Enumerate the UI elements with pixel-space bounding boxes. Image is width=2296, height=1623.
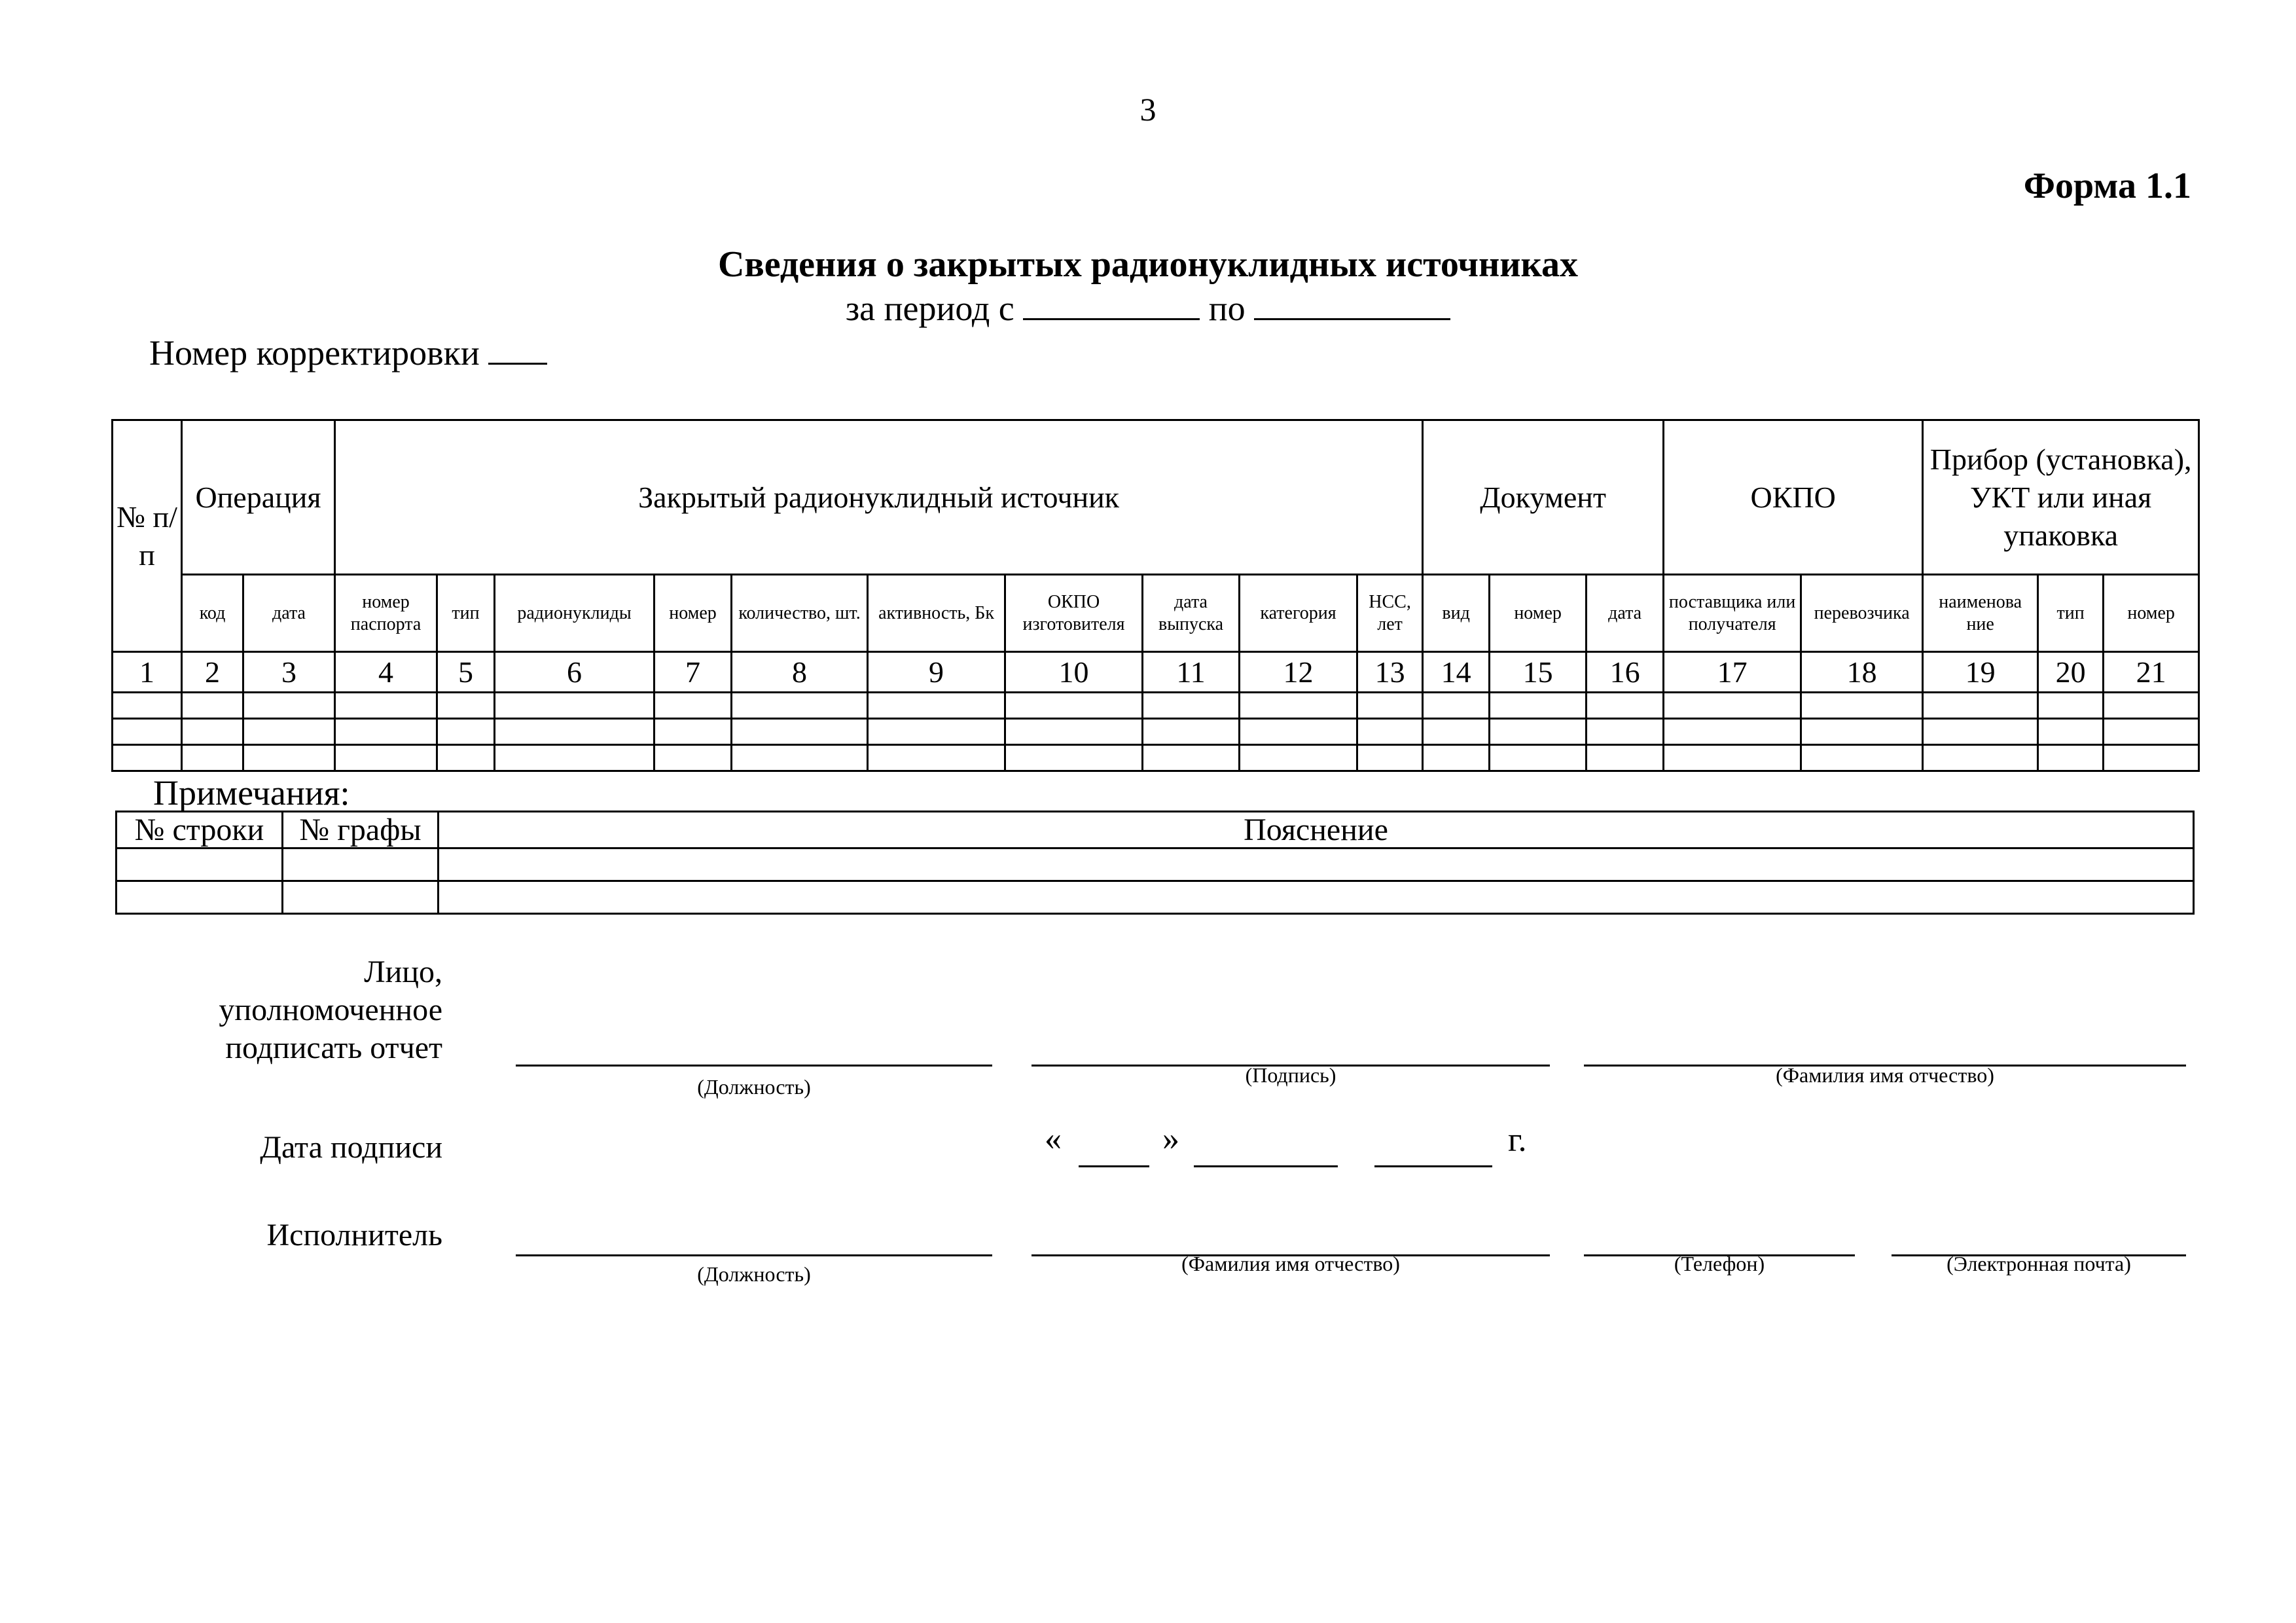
column-number: 21 [2104,652,2199,693]
table-cell[interactable] [182,719,243,745]
signer-signature-caption: (Подпись) [1245,1063,1336,1087]
subheader-cell: ОКПО изготовителя [1005,575,1143,652]
table-cell[interactable] [1357,693,1423,719]
table-cell[interactable] [335,719,437,745]
table-cell[interactable] [439,848,2194,881]
table-cell[interactable] [182,745,243,771]
column-number: 17 [1664,652,1801,693]
subheader-cell: радионуклиды [495,575,655,652]
subheader-cell: тип [437,575,495,652]
executor-name-caption: (Фамилия имя отчество) [1181,1252,1400,1275]
column-number: 19 [1923,652,2038,693]
table-cell[interactable] [1923,719,2038,745]
table-cell[interactable] [655,719,732,745]
table-cell[interactable] [2038,693,2104,719]
table-row [117,848,2194,881]
notes-header-row-number: № строки [117,812,283,848]
table-cell[interactable] [1664,745,1801,771]
column-number: 5 [437,652,495,693]
table-cell[interactable] [655,693,732,719]
date-close-quote: » [1162,1120,1179,1158]
signer-name-caption: (Фамилия имя отчество) [1776,1063,1994,1087]
table-cell[interactable] [1490,719,1587,745]
table-row [113,693,2199,719]
table-cell[interactable] [182,693,243,719]
table-cell[interactable] [1357,719,1423,745]
table-cell[interactable] [335,693,437,719]
subheader-cell: номер [1490,575,1587,652]
signer-position-line[interactable] [516,1065,992,1067]
notes-header-column-number: № графы [283,812,439,848]
table-cell[interactable] [1801,719,1923,745]
table-cell[interactable] [1357,745,1423,771]
notes-header-explanation: Пояснение [439,812,2194,848]
table-cell[interactable] [437,719,495,745]
column-number: 20 [2038,652,2104,693]
correction-label: Номер корректировки [149,333,480,373]
table-cell[interactable] [2104,745,2199,771]
table-cell[interactable] [1143,719,1240,745]
table-cell[interactable] [2038,719,2104,745]
date-open-quote: « [1045,1120,1062,1158]
subheader-cell: перевозчика [1801,575,1923,652]
table-cell[interactable] [2038,745,2104,771]
table-cell[interactable] [1143,745,1240,771]
column-number: 3 [243,652,335,693]
column-number: 8 [732,652,868,693]
table-cell[interactable] [243,745,335,771]
column-number: 12 [1240,652,1357,693]
table-cell[interactable] [2104,693,2199,719]
table-cell[interactable] [1587,745,1664,771]
date-label: Дата подписи [260,1130,442,1165]
form-label: Форма 1.1 [2023,166,2191,206]
period-line [0,288,2296,329]
table-cell[interactable] [1240,719,1357,745]
table-cell[interactable] [1490,745,1587,771]
period-from-field[interactable] [1023,318,1200,320]
executor-label: Исполнитель [266,1218,442,1252]
table-cell[interactable] [2104,719,2199,745]
table-cell[interactable] [1423,693,1490,719]
date-year-line[interactable] [1374,1165,1492,1167]
correction-line [149,333,547,373]
subheader-cell: НСС, лет [1357,575,1423,652]
page-number: 3 [1139,91,1157,128]
table-cell[interactable] [732,693,868,719]
column-number: 18 [1801,652,1923,693]
column-number: 15 [1490,652,1587,693]
signer-label: Лицо, уполномоченное подписать отчет [219,955,442,1065]
correction-number-field[interactable] [488,363,547,365]
signer-position-caption: (Должность) [697,1075,811,1099]
table-cell[interactable] [868,745,1005,771]
executor-email-caption: (Электронная почта) [1946,1252,2131,1275]
table-cell[interactable] [1005,693,1143,719]
table-cell[interactable] [1240,745,1357,771]
header-document: Документ [1423,420,1664,575]
table-cell[interactable] [732,745,868,771]
column-number: 14 [1423,652,1490,693]
subheader-cell: наименова ние [1923,575,2038,652]
table-row [113,719,2199,745]
executor-position-caption: (Должность) [697,1262,811,1286]
period-to-field[interactable] [1254,318,1450,320]
main-table [111,419,2200,772]
table-cell[interactable] [1801,693,1923,719]
subheader-cell: тип [2038,575,2104,652]
table-cell[interactable] [113,693,182,719]
table-cell[interactable] [283,881,439,914]
table-cell[interactable] [437,745,495,771]
subheader-cell: номер [655,575,732,652]
column-number: 11 [1143,652,1240,693]
table-cell[interactable] [1664,693,1801,719]
table-cell[interactable] [1923,693,2038,719]
column-number: 2 [182,652,243,693]
column-number: 7 [655,652,732,693]
subheader-cell: номер паспорта [335,575,437,652]
table-cell[interactable] [1587,719,1664,745]
table-cell[interactable] [732,719,868,745]
header-device: Прибор (установка), УКТ или иная упаковка [1923,420,2199,575]
table-row [113,745,2199,771]
header-operation: Операция [182,420,335,575]
column-number: 10 [1005,652,1143,693]
header-okpo: ОКПО [1664,420,1923,575]
column-number: 6 [495,652,655,693]
table-cell[interactable] [868,693,1005,719]
subheader-cell: вид [1423,575,1490,652]
header-num: № п/п [113,420,182,652]
header-source: Закрытый радионуклидный источник [335,420,1423,575]
table-cell[interactable] [1240,693,1357,719]
date-day-line[interactable] [1079,1165,1149,1167]
column-number: 16 [1587,652,1664,693]
table-cell[interactable] [439,881,2194,914]
table-cell[interactable] [437,693,495,719]
table-cell[interactable] [1005,719,1143,745]
table-row [117,881,2194,914]
subheader-cell: код [182,575,243,652]
date-month-line[interactable] [1194,1165,1338,1167]
document-title: Сведения о закрытых радионуклидных источниках [718,244,1578,285]
executor-position-line[interactable] [516,1254,992,1256]
table-cell[interactable] [243,719,335,745]
period-middle: по [1208,289,1246,328]
table-cell[interactable] [113,745,182,771]
table-cell[interactable] [1005,745,1143,771]
column-number: 1 [113,652,182,693]
column-number: 9 [868,652,1005,693]
column-number: 13 [1357,652,1423,693]
table-cell[interactable] [1143,693,1240,719]
table-cell[interactable] [868,719,1005,745]
table-cell[interactable] [1423,719,1490,745]
executor-phone-caption: (Телефон) [1674,1252,1765,1275]
table-cell[interactable] [655,745,732,771]
column-number: 4 [335,652,437,693]
table-cell[interactable] [1423,745,1490,771]
subheader-cell: категория [1240,575,1357,652]
table-cell[interactable] [117,881,283,914]
notes-table [115,811,2195,915]
subheader-cell: дата выпуска [1143,575,1240,652]
subheader-cell: номер [2104,575,2199,652]
table-cell[interactable] [117,848,283,881]
table-cell[interactable] [1801,745,1923,771]
subheader-cell: дата [1587,575,1664,652]
date-year-suffix: г. [1508,1122,1527,1159]
table-cell[interactable] [113,719,182,745]
subheader-cell: поставщика или получателя [1664,575,1801,652]
table-cell[interactable] [1587,693,1664,719]
table-cell[interactable] [495,693,655,719]
table-cell[interactable] [243,693,335,719]
table-cell[interactable] [495,719,655,745]
table-cell[interactable] [1923,745,2038,771]
subheader-cell: количество, шт. [732,575,868,652]
notes-title: Примечания: [153,773,350,812]
subheader-cell: дата [243,575,335,652]
table-cell[interactable] [1664,719,1801,745]
table-cell[interactable] [495,745,655,771]
subheader-cell: активность, Бк [868,575,1005,652]
table-cell[interactable] [283,848,439,881]
period-prefix: за период с [845,289,1014,328]
table-cell[interactable] [1490,693,1587,719]
table-cell[interactable] [335,745,437,771]
